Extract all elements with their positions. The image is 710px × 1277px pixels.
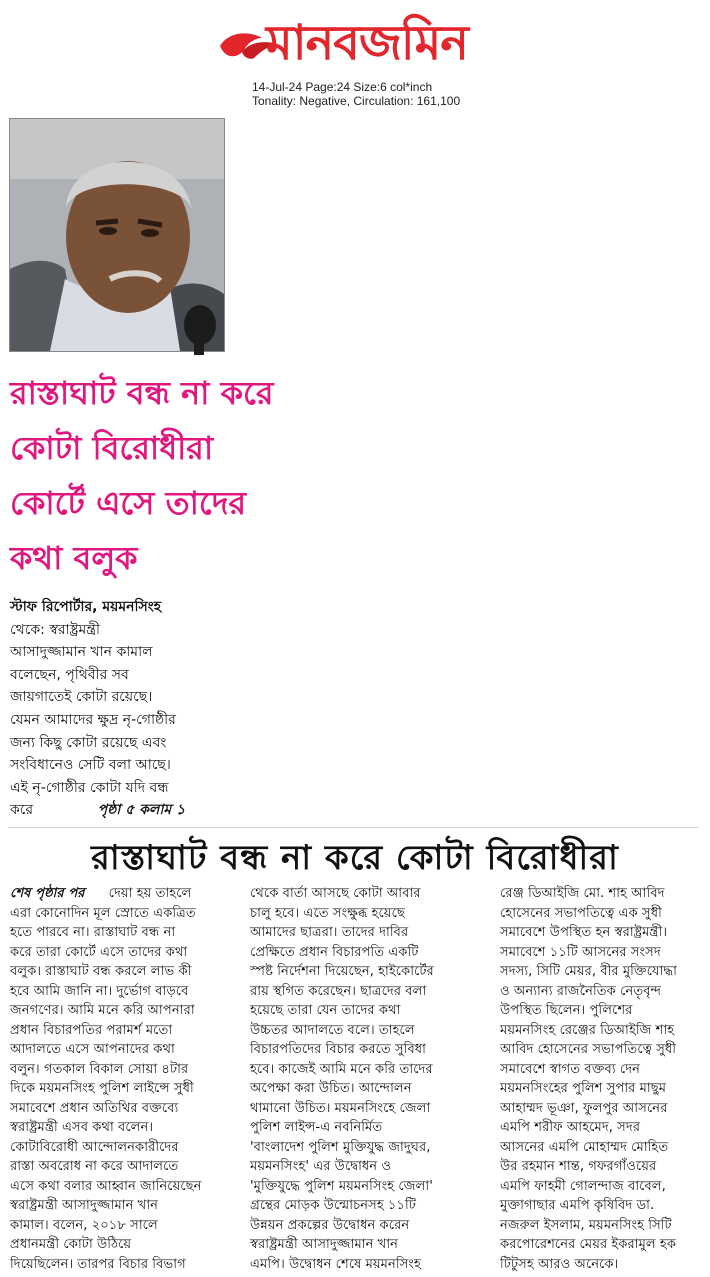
- newspaper-masthead: [218, 8, 498, 78]
- intro-line: জায়গাতেই কোটা রয়েছে।: [10, 689, 153, 706]
- intro-line: সংবিধানেও সেটি বলা আছে।: [10, 757, 171, 774]
- col3-line: সদস্য, সিটি মেয়র, বীর মুক্তিযোদ্ধা: [500, 964, 677, 979]
- col2-line: 'বাংলাদেশ পুলিশ মুক্তিযুদ্ধ জাদুঘর,: [250, 1139, 431, 1155]
- col3-line: মুক্তাগাছার এমপি কৃষিবিদ ডা.: [500, 1198, 655, 1213]
- article-intro: [10, 596, 232, 822]
- col1-line: কামাল। বলেন, ২০১৮ সালে: [10, 1217, 158, 1233]
- col2-line: রায় স্থগিত করেছেন। ছাত্রদের বলা: [250, 983, 427, 999]
- jump-label: পৃষ্ঠা ৫ কলাম ১: [97, 802, 186, 819]
- col1-line: প্রধান বিচারপতির পরামর্শ মতো: [10, 1022, 173, 1038]
- meta-line-1: 14-Jul-24 Page:24 Size:6 col*inch: [252, 80, 433, 94]
- col1-first-text: দেয়া হয় তাহলে: [108, 886, 192, 901]
- col2-line: ময়মনসিংহ' এর উদ্বোধন ও: [250, 1159, 392, 1174]
- col3-line: ময়মনসিংহ রেঞ্জের ডিআইজি শাহ: [500, 1022, 675, 1038]
- col3-line: সমাবেশে উপস্থিত হন স্বরাষ্ট্রমন্ত্রী।: [500, 925, 668, 940]
- col1-line: হবে আমি জানি না। দুর্ভোগ বাড়বে: [10, 983, 189, 999]
- col1-line: এসে কথা বলার আহ্বান জানিয়েছেন: [10, 1178, 202, 1194]
- intro-line: আসাদুজ্জামান খান কামাল: [10, 644, 153, 661]
- col3-line: ও অন্যান্য রাজনৈতিক নেতৃবৃন্দ: [500, 983, 662, 999]
- col2-line: উন্নয়ন প্রকল্পের উদ্বোধন করেন: [250, 1217, 410, 1233]
- col2-line: থেকে বার্তা আসছে কোটা আবার: [250, 886, 421, 901]
- col1-line: এরা কোনোদিন মূল স্রোতে একত্রিত: [10, 905, 196, 921]
- col2-line: 'মুক্তিযুদ্ধে পুলিশ ময়মনসিংহ জেলা': [250, 1178, 433, 1194]
- intro-line: এই নৃ-গোষ্ঠীর কোটা যদি বন্ধ: [10, 779, 169, 796]
- col1-line: সমাবেশে প্রধান অতিথির বক্তব্যে: [10, 1100, 179, 1116]
- col1-line: স্বরাষ্ট্রমন্ত্রী এসব কথা বলেন।: [10, 1120, 154, 1135]
- column-3: [500, 884, 710, 1274]
- col2-line: স্বরাষ্ট্রমন্ত্রী আসাদুজ্জামান খান: [250, 1237, 399, 1252]
- portrait-photo: [9, 118, 225, 352]
- col3-line: উপস্থিত ছিলেন। পুলিশের: [500, 1003, 633, 1018]
- col3-line: হোসেনের সভাপতিত্বে এক সুধী: [500, 905, 662, 921]
- column-2: [250, 884, 472, 1274]
- col1-line: বলুন। গতকাল বিকাল সোয়া ৪টার: [10, 1061, 189, 1077]
- headline-line: কোর্টে এসে তাদের: [10, 484, 247, 522]
- masthead-name: মানবজমিন: [266, 15, 468, 71]
- article-headline: [10, 366, 274, 586]
- col1-line: হতে পারবে না। রাস্তাঘাট বন্ধ না: [10, 925, 176, 940]
- col1-line: আদালতে এসে আপনাদের কথা: [10, 1042, 175, 1057]
- col2-line: আমাদের ছাত্ররা। তাদের দাবির: [250, 925, 409, 940]
- section-divider: [8, 827, 698, 828]
- intro-last-line: [10, 799, 232, 822]
- col2-line: চালু হবে। এতে সংক্ষুব্ধ হয়েছে: [250, 905, 405, 921]
- continued-label: শেষ পৃষ্ঠার পর: [10, 886, 85, 901]
- col1-line: স্বরাষ্ট্রমন্ত্রী আসাদুজ্জামান খান: [10, 1198, 159, 1213]
- intro-line: জন্য কিছু কোটা রয়েছে এবং: [10, 734, 167, 751]
- col1-line: জনগণের। আমি মনে করি আপনারা: [10, 1003, 195, 1018]
- col3-line: করপোরেশনের মেয়র ইকরামুল হক: [500, 1237, 677, 1252]
- col2-line: স্পষ্ট নির্দেশনা দিয়েছেন, হাইকোর্টের: [250, 964, 434, 979]
- col2-line: হয়েছে তারা যেন তাদের কথা: [250, 1003, 401, 1018]
- col3-line: সমাবেশে ১১টি আসনের সংসদ: [500, 944, 661, 960]
- intro-line: থেকে: স্বরাষ্ট্রমন্ত্রী: [10, 621, 101, 638]
- col2-line: অপেক্ষা করা উচিত। আন্দোলন: [250, 1081, 412, 1096]
- col1-line: দিয়েছিলেন। তারপর বিচার বিভাগ: [10, 1256, 186, 1272]
- col2-line: হবে। কাজেই আমি মনে করি তাদের: [250, 1061, 433, 1077]
- headline-line: রাস্তাঘাট বন্ধ না করে: [10, 374, 274, 412]
- intro-last-word: করে: [10, 802, 34, 819]
- col3-line: এমপি ফাহমী গোলন্দাজ বাবেল,: [500, 1178, 666, 1194]
- continuation-body: [10, 884, 700, 1274]
- col2-line: উচ্চতর আদালতে বলে। তাহলে: [250, 1022, 415, 1038]
- col1-first-line: [10, 884, 232, 904]
- clipping-meta: [252, 80, 460, 108]
- col3-line: নজরুল ইসলাম, ময়মনসিংহ সিটি: [500, 1217, 672, 1233]
- col2-line: গ্রন্থের মোড়ক উন্মোচনসহ ১১টি: [250, 1198, 417, 1213]
- headline-line: কোটা বিরোধীরা: [10, 429, 214, 467]
- col3-line: আহাম্মদ ভূঞা, ফুলপুর আসনের: [500, 1100, 668, 1116]
- col3-line: রেঞ্জ ডিআইজি মো. শাহ আবিদ: [500, 886, 665, 901]
- col3-line: সমাবেশে স্বাগত বক্তব্য দেন: [500, 1061, 641, 1077]
- col2-line: পুলিশ লাইন্স-এ নবনির্মিত: [250, 1120, 383, 1135]
- col1-line: করে তারা কোর্টে এসে তাদের কথা: [10, 944, 188, 960]
- continuation-headline: রাস্তাঘাট বন্ধ না করে কোটা বিরোধীরা: [91, 838, 619, 878]
- meta-line-2: Tonality: Negative, Circulation: 161,100: [252, 94, 461, 108]
- col3-line: এমপি শরীফ আহমেদ, সদর: [500, 1120, 641, 1135]
- col3-line: আবিদ হোসেনের সভাপতিত্বে সুধী: [500, 1042, 677, 1057]
- col2-line: থামানো উচিত। ময়মনসিংহে জেলা: [250, 1100, 431, 1116]
- col3-line: টিটুসহ আরও অনেকে।: [500, 1256, 619, 1272]
- col1-line: কোটাবিরোধী আন্দোলনকারীদের: [10, 1139, 179, 1155]
- byline: স্টাফ রিপোর্টার, ময়মনসিংহ: [10, 599, 162, 615]
- intro-line: যেমন আমাদের ক্ষুদ্র নৃ-গোষ্ঠীর: [10, 711, 176, 728]
- col1-line: বলুক। রাস্তাঘাট বন্ধ করলে লাভ কী: [10, 964, 192, 979]
- col1-line: দিকে ময়মনসিংহ পুলিশ লাইন্সে সুধী: [10, 1081, 194, 1096]
- column-1: [10, 884, 232, 1274]
- col2-line: প্রেক্ষিতে প্রধান বিচারপতি একটি: [250, 944, 419, 960]
- col2-line: এমপি। উদ্বোধন শেষে ময়মনসিংহ: [250, 1256, 421, 1272]
- col2-line: বিচারপতিদের বিচার করতে সুবিধা: [250, 1042, 427, 1057]
- col3-line: ময়মনসিংহের পুলিশ সুপার মাছুম: [500, 1081, 667, 1096]
- headline-line: কথা বলুক: [10, 539, 138, 577]
- col3-line: আসনের এমপি মোহাম্মদ মোহিত: [500, 1139, 669, 1155]
- col1-line: রাস্তা অবরোধ না করে আদালতে: [10, 1159, 179, 1174]
- col1-line: প্রধানমন্ত্রী কোটা উঠিয়ে: [10, 1237, 132, 1252]
- col3-line: উর রহমান শান্ত, গফরগাঁওয়ের: [500, 1159, 657, 1174]
- intro-line: বলেছেন, পৃথিবীর সব: [10, 666, 129, 683]
